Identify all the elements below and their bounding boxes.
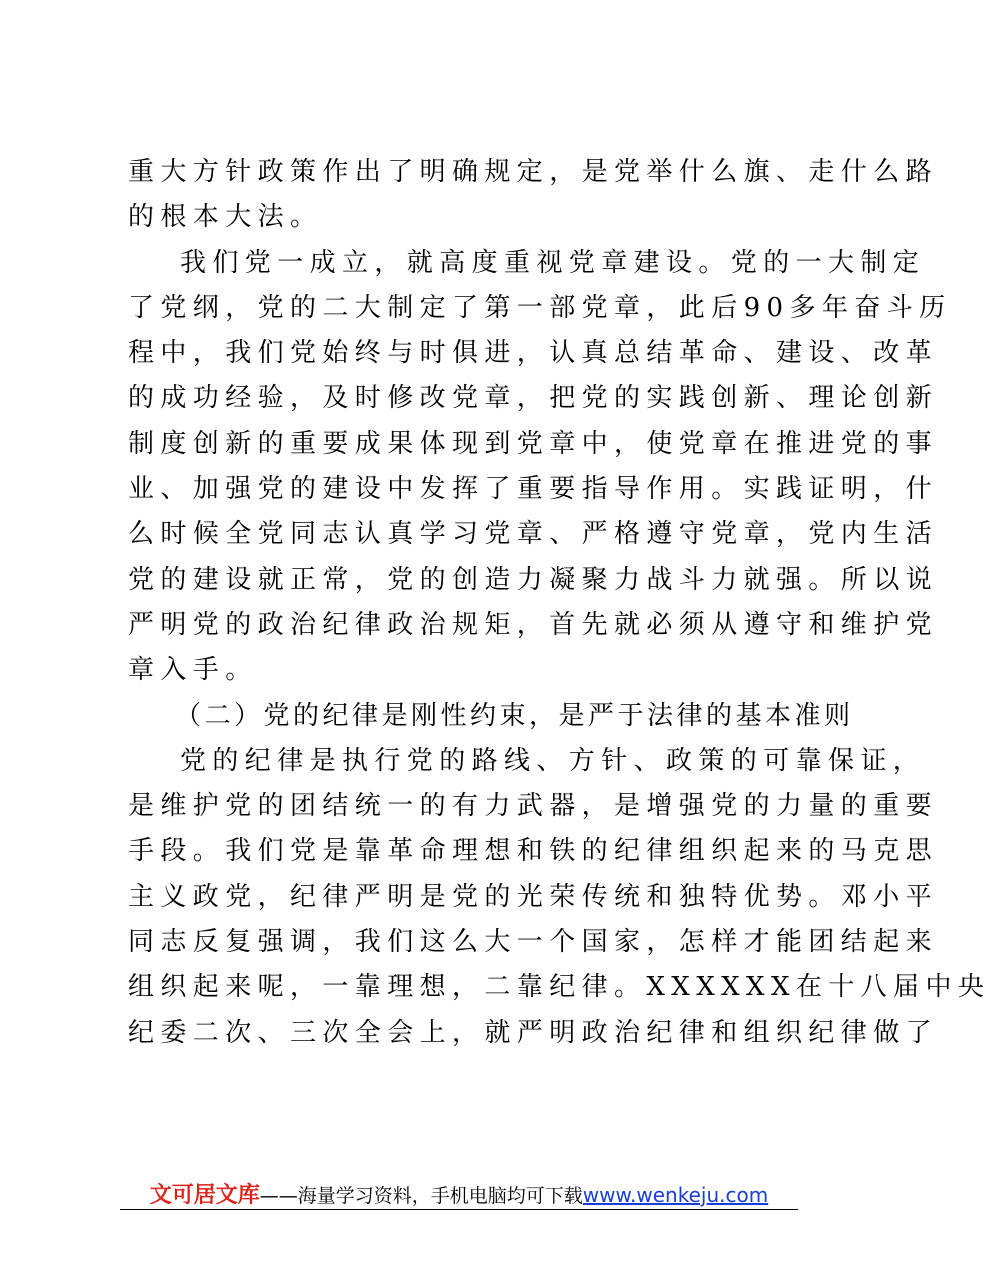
paragraph-line: 制度创新的重要成果体现到党章中，使党章在推进党的事: [128, 428, 939, 459]
footer-banner: [120, 1178, 798, 1210]
body-text: [128, 150, 990, 1056]
footer-divider: [120, 1209, 798, 1210]
paragraph-line: 严明党的政治纪律政治规矩，首先就必须从遵守和维护党: [128, 609, 939, 640]
paragraph-line: 是维护党的团结统一的有力武器，是增强党的力量的重要: [128, 791, 939, 822]
paragraph-line: 党的纪律是执行党的路线、方针、政策的可靠保证，: [180, 745, 926, 776]
paragraph-line: 么时候全党同志认真学习党章、严格遵守党章，党内生活: [128, 519, 939, 550]
paragraph-line: 业、加强党的建设中发挥了重要指导作用。实践证明，什: [128, 474, 939, 505]
footer-slogan: ——海量学习资料，手机电脑均可下载: [259, 1185, 583, 1207]
paragraph-line: 主义政党，纪律严明是党的光荣传统和独特优势。邓小平: [128, 881, 939, 912]
paragraph-line: 重大方针政策作出了明确规定，是党举什么旗、走什么路: [128, 157, 939, 187]
paragraph-line: 同志反复强调，我们这么大一个国家，怎样才能团结起来: [128, 927, 939, 958]
paragraph-line: 程中，我们党始终与时俱进，认真总结革命、建设、改革: [128, 338, 939, 369]
paragraph-line: 我们党一成立，就高度重视党章建设。党的一大制定: [180, 247, 926, 278]
paragraph-line: 党的建设就正常，党的创造力凝聚力战斗力就强。所以说: [128, 564, 939, 595]
paragraph-line: 手段。我们党是靠革命理想和铁的纪律组织起来的马克思: [128, 836, 939, 867]
section-heading: （二）党的纪律是刚性约束，是严于法律的基本准则: [175, 700, 854, 731]
paragraph-line: 的成功经验，及时修改党章，把党的实践创新、理论创新: [128, 383, 939, 414]
paragraph-line: 章入手。: [128, 655, 258, 686]
paragraph-line: 了党纲，党的二大制定了第一部党章，此后90多年奋斗历: [128, 292, 952, 323]
paragraph-line: 组织起来呢，一靠理想，二靠纪律。XXXXXX在十八届中央: [128, 972, 990, 1003]
footer-brand: 文可居文库: [149, 1183, 260, 1208]
paragraph-line: 的根本大法。: [128, 202, 323, 233]
paragraph-line: 纪委二次、三次全会上，就严明政治纪律和组织纪律做了: [128, 1017, 939, 1048]
footer-site-link[interactable]: www.wenkeju.com: [582, 1183, 769, 1207]
